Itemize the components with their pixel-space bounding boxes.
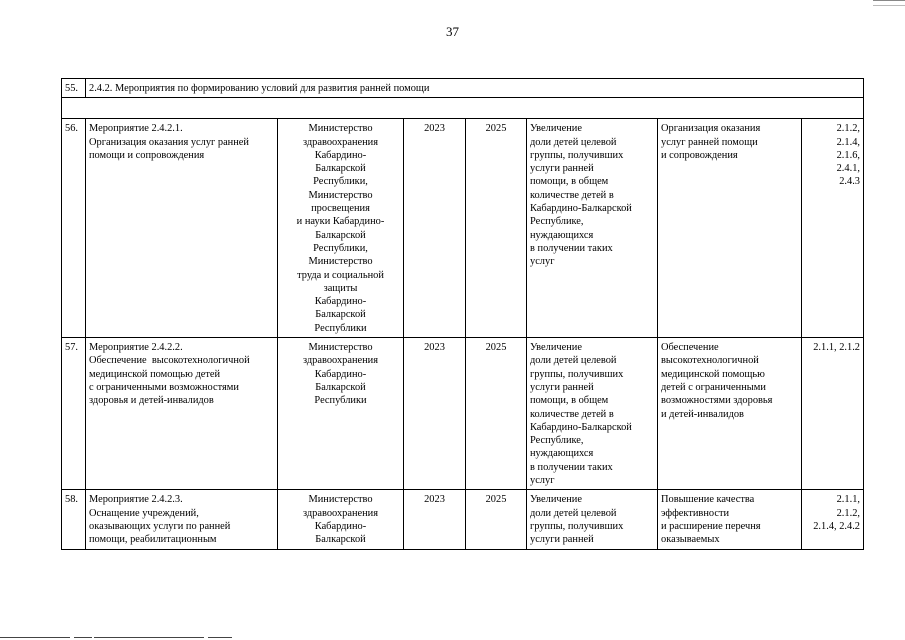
cell-line: Министерство [308, 123, 373, 135]
cell-line: 2.1.1, 2.1.2 [813, 342, 860, 354]
links-cell [802, 490, 864, 549]
cell-line: Мероприятие 2.4.2.2. [89, 342, 183, 354]
spacer-row [62, 98, 864, 119]
start-year-cell: 2023 [404, 119, 466, 338]
cell-line: 2.1.6, [836, 149, 860, 161]
cell-line: Увеличение [530, 342, 582, 354]
cell-line: Министерство [308, 256, 373, 268]
cell-line: Увеличение [530, 494, 582, 506]
end-year-cell: 2025 [466, 338, 527, 490]
cell-line: здоровья и детей-инвалидов [89, 395, 214, 407]
cell-line: группы, получивших [530, 520, 624, 532]
start-year-cell: 2023 [404, 338, 466, 490]
cell-line: Республике, [530, 216, 584, 228]
cell-line: высокотехнологичной [661, 355, 759, 367]
corner-scan-mark [873, 0, 905, 6]
cell-line: нуждающихся [530, 229, 594, 241]
cell-line: Республике, [530, 435, 584, 447]
cell-line: помощи и сопровождения [89, 149, 205, 161]
cell-line: Министерство [308, 494, 373, 506]
links-cell [802, 338, 864, 490]
cell-line: Повышение качества [661, 494, 755, 506]
cell-line: Кабардино-Балкарской [530, 203, 632, 215]
direction-cell [658, 338, 802, 490]
cell-line: помощи, в общем [530, 176, 609, 188]
cell-line: Балкарской [315, 534, 366, 546]
cell-line: 2.4.3 [839, 176, 860, 188]
cell-line: услуги ранней [530, 381, 594, 393]
cell-line: количестве детей в [530, 189, 614, 201]
measure-cell [86, 119, 278, 338]
cell-line: Обеспечение высокотехнологичной [89, 355, 250, 367]
cell-line: Организация оказания услуг ранней [89, 136, 249, 148]
direction-cell [658, 119, 802, 338]
cell-line: услуги ранней [530, 534, 594, 546]
page-number: 37 [446, 24, 459, 39]
section-header-row [62, 79, 864, 98]
end-year-cell: 2025 [466, 490, 527, 549]
cell-line: труда и социальной [297, 269, 384, 281]
cell-line: группы, получивших [530, 368, 624, 380]
cell-line: и науки Кабардино- [296, 216, 385, 228]
cell-line: 2.4.1, [836, 163, 860, 175]
cell-line: возможностями здоровья [661, 395, 773, 407]
cell-line: 2.1.4, [836, 136, 860, 148]
cell-line: просвещения [311, 203, 370, 215]
cell-line: Кабардино- [314, 149, 367, 161]
executor-cell [278, 338, 404, 490]
cell-line: Кабардино- [314, 368, 367, 380]
cell-line: здравоохранения [302, 136, 379, 148]
result-cell [527, 119, 658, 338]
cell-line: медицинской помощью детей [89, 368, 221, 380]
result-cell [527, 490, 658, 549]
row-number: 57. [62, 338, 86, 490]
cell-line: Министерство [308, 189, 373, 201]
row-number: 56. [62, 119, 86, 338]
cell-line: 2.1.1, [836, 494, 860, 506]
cell-line: 2.1.2, [836, 507, 860, 519]
table-row [62, 490, 864, 549]
cell-line: и расширение перечня [661, 520, 761, 532]
cell-line: Кабардино- [314, 296, 367, 308]
cell-line: услуг [530, 475, 555, 487]
cell-line: Балкарской [315, 381, 366, 393]
cell-line: услуг ранней помощи [661, 136, 758, 148]
cell-line: нуждающихся [530, 448, 594, 460]
executor-cell [278, 119, 404, 338]
cell-line: Республики [314, 322, 367, 334]
cell-line: в получении таких [530, 461, 613, 473]
executor-cell [278, 490, 404, 549]
cell-line: с ограниченными возможностями [89, 381, 239, 393]
cell-line: группы, получивших [530, 149, 624, 161]
table-row [62, 119, 864, 338]
cell-line: Балкарской [315, 309, 366, 321]
cell-line: здравоохранения [302, 507, 379, 519]
row-number: 58. [62, 490, 86, 549]
cell-line: Кабардино-Балкарской [530, 421, 632, 433]
cell-line: Мероприятие 2.4.2.1. [89, 123, 183, 135]
direction-cell [658, 490, 802, 549]
cell-line: доли детей целевой [530, 507, 617, 519]
start-year-cell: 2023 [404, 490, 466, 549]
cell-line: Увеличение [530, 123, 582, 135]
cell-line: эффективности [661, 507, 730, 519]
bottom-scan-artifact [0, 635, 905, 638]
cell-line: доли детей целевой [530, 136, 617, 148]
measure-cell [86, 338, 278, 490]
table-row [62, 338, 864, 490]
cell-line: и детей-инвалидов [661, 408, 744, 420]
links-cell [802, 119, 864, 338]
program-measures-table [61, 78, 864, 550]
cell-line: Организация оказания [661, 123, 761, 135]
cell-line: оказывающих услуги по ранней [89, 520, 231, 532]
cell-line: защиты [323, 282, 358, 294]
section-title: 2.4.2. Мероприятия по формированию условий для развития ранней помощи [86, 79, 864, 98]
cell-line: Республики, [313, 176, 368, 188]
cell-line: медицинской помощью [661, 368, 765, 380]
cell-line: детей с ограниченными [661, 381, 766, 393]
cell-line: Балкарской [315, 229, 366, 241]
cell-line: 2.1.4, 2.4.2 [813, 520, 860, 532]
section-number: 55. [62, 79, 86, 98]
cell-line: Кабардино- [314, 520, 367, 532]
cell-line: Республики, [313, 242, 368, 254]
cell-line: количестве детей в [530, 408, 614, 420]
cell-line: Мероприятие 2.4.2.3. [89, 494, 183, 506]
cell-line: Министерство [308, 342, 373, 354]
cell-line: услуги ранней [530, 163, 594, 175]
cell-line: в получении таких [530, 242, 613, 254]
cell-line: помощи, в общем [530, 395, 609, 407]
cell-line: и сопровождения [661, 149, 738, 161]
cell-line: оказываемых [661, 534, 720, 546]
result-cell [527, 338, 658, 490]
cell-line: здравоохранения [302, 355, 379, 367]
cell-line: Оснащение учреждений, [89, 507, 199, 519]
cell-line: помощи, реабилитационным [89, 534, 217, 546]
cell-line: услуг [530, 256, 555, 268]
cell-line: 2.1.2, [836, 123, 860, 135]
cell-line: Балкарской [315, 163, 366, 175]
end-year-cell: 2025 [466, 119, 527, 338]
measure-cell [86, 490, 278, 549]
cell-line: Обеспечение [661, 342, 719, 354]
cell-line: Республики [314, 395, 367, 407]
cell-line: доли детей целевой [530, 355, 617, 367]
